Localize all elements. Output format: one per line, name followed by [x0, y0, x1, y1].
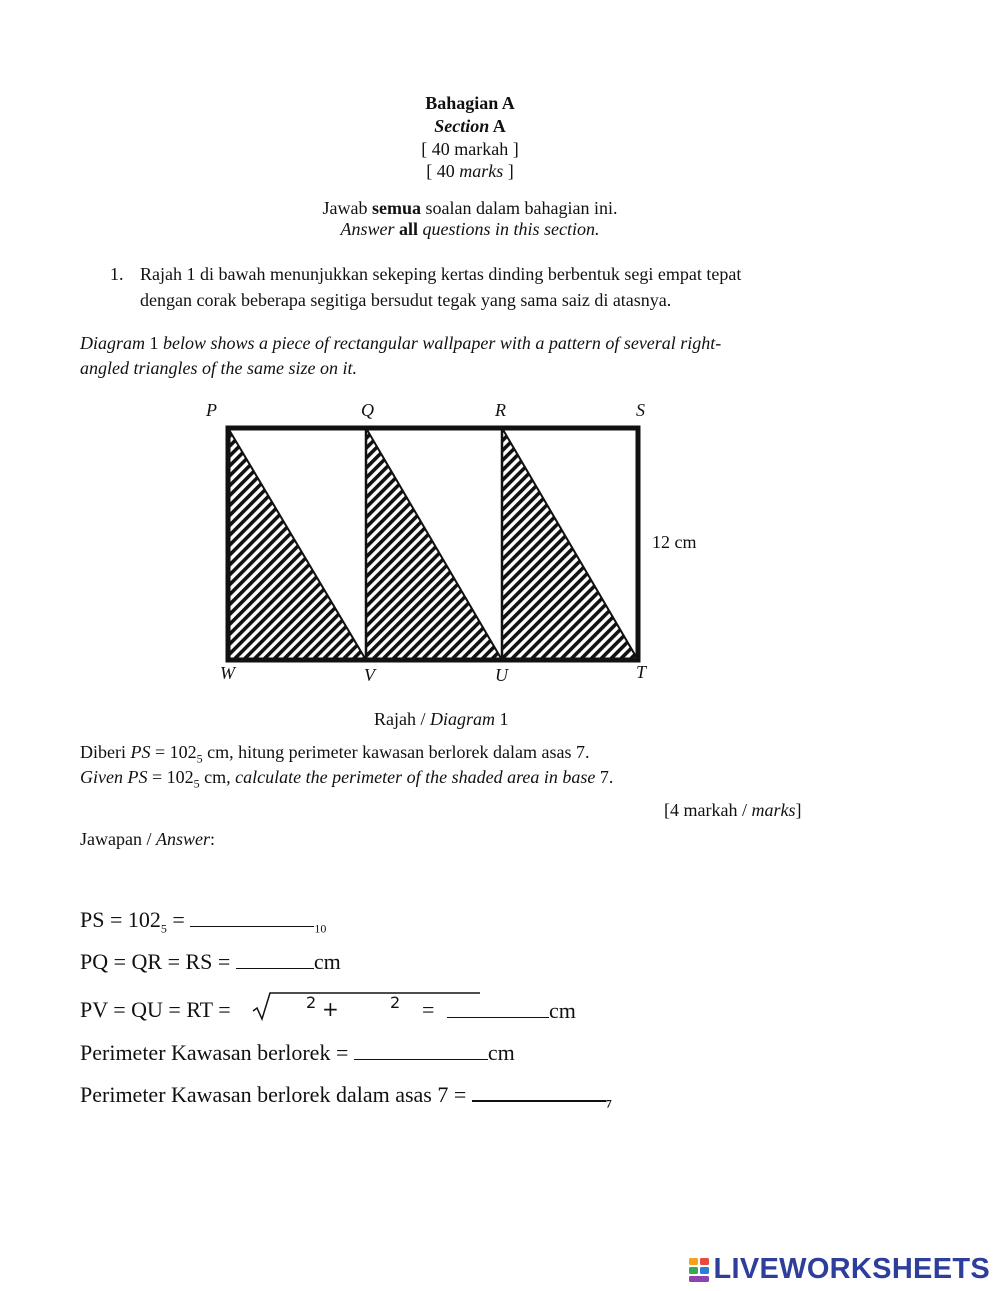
answer-line-perimeter: Perimeter Kawasan berlorek = cm [80, 1040, 515, 1065]
marks-allocation: [4 markah / marks] [664, 800, 802, 820]
sqrt-plus: + [322, 997, 339, 1021]
section-title-en: Section A [434, 116, 506, 136]
liveworksheets-logo [688, 1253, 991, 1286]
given-text-ms: Diberi PS = $102_5$ cm, hitung perimeter kawasan berlorek dalam asas 7. [80, 742, 590, 766]
height-label: 12 cm [652, 532, 697, 552]
sqrt-exponent-2: 2 [390, 993, 401, 1012]
pv-answer: cm [447, 997, 576, 1024]
vertex-label-v: V [364, 665, 375, 685]
section-marks-ms: [ 40 markah ] [421, 139, 519, 159]
question-text-ms-line1: Rajah 1 di bawah menunjukkan sekeping kertas dinding berbentuk segi empat tepat [140, 264, 742, 284]
pv-length-input[interactable] [447, 997, 549, 1018]
instruction-en: Answer all questions in this section. [340, 219, 600, 239]
diagram-caption: Rajah / Diagram 1 [374, 709, 509, 729]
given-text-en: Given PS = $102_5$ cm, calculate the perimeter of the shaded area in base 7. [80, 767, 614, 791]
question-text-en-line1: Diagram 1 below shows a piece of rectangular wallpaper with a pattern of several right- [80, 333, 722, 353]
ps-base10-input[interactable] [190, 906, 314, 927]
instruction-ms: Jawab semua soalan dalam bahagian ini. [322, 198, 618, 218]
perimeter-base7-input[interactable] [472, 1080, 606, 1102]
liveworksheets-logo-icon [688, 1256, 712, 1284]
answer-label: Jawapan / Answer: [80, 829, 215, 849]
question-number: 1. [110, 264, 124, 284]
pv-equals: = [422, 997, 435, 1022]
answer-line-pq: PQ = QR = RS = cm [80, 949, 341, 974]
vertex-label-w: W [220, 663, 235, 683]
vertex-label-q: Q [361, 400, 374, 420]
vertex-label-t: T [636, 662, 647, 682]
vertex-label-s: S [636, 400, 645, 420]
section-marks-en: [ 40 marks ] [426, 161, 514, 181]
vertex-label-r: R [495, 400, 506, 420]
pq-length-input[interactable] [236, 948, 314, 969]
sqrt-exponent-1: 2 [306, 993, 317, 1012]
answer-line-perimeter-base7: Perimeter Kawasan berlorek dalam asas 7 = $_7$ [80, 1082, 612, 1111]
liveworksheets-logo-text: LIVEWORKSHEETS [713, 1253, 990, 1285]
answer-line-ps: PS = $102_5 = _{10}$ [80, 907, 327, 936]
section-title-ms: Bahagian A [425, 93, 515, 113]
perimeter-input[interactable] [354, 1039, 488, 1060]
question-text-ms-line2: dengan corak beberapa segitiga bersudut tegak yang sama saiz di atasnya. [140, 290, 672, 310]
vertex-label-u: U [495, 665, 508, 685]
vertex-label-p: P [206, 400, 217, 420]
answer-line-pv: PV = QU = RT = 2 + 2 = cm [80, 993, 576, 1023]
question-text-en-line2: angled triangles of the same size on it. [80, 358, 357, 378]
